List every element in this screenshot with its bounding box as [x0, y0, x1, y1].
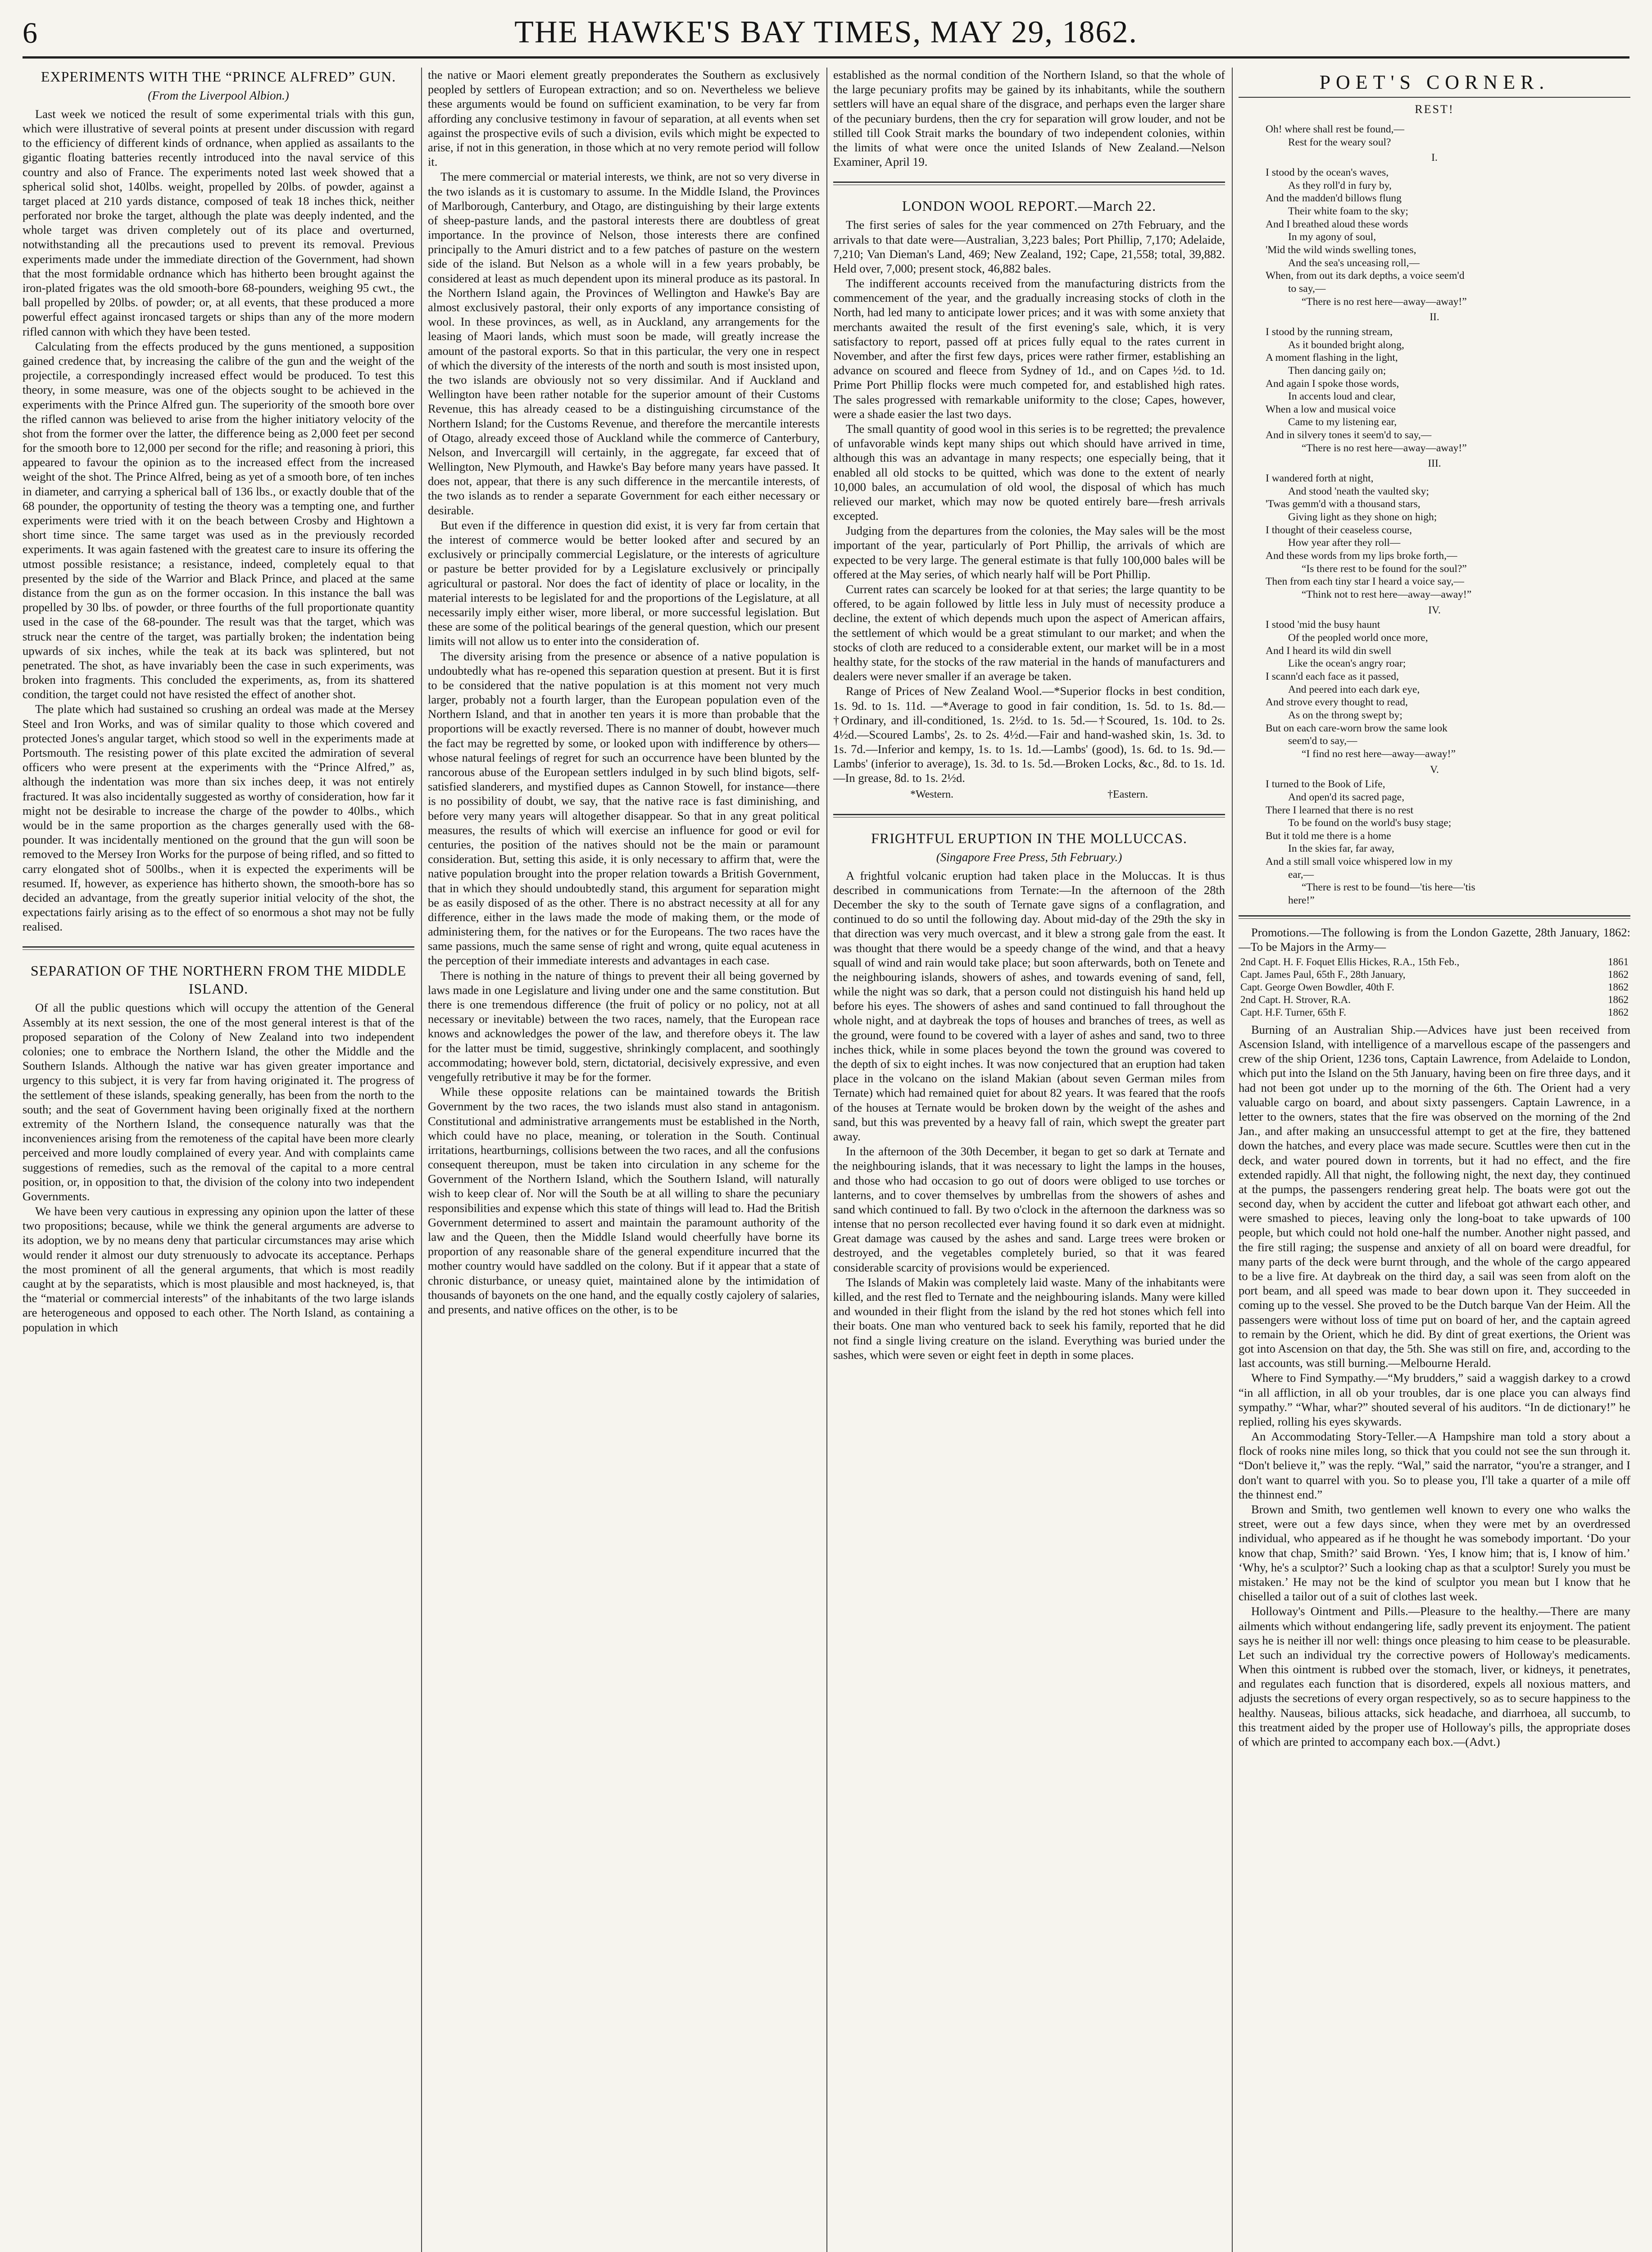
separation-paragraph: Of all the public questions which will occupy the attention of the General Assembly at its next session, the one of the most general interest is that of the proposed separation of the Colony of New Zealand into two independent colonies; one to embrace the Northern Island, the other the Middle and the Southern Islands. Although the native war has given greater importance and urgency to this subject, it is very far from having originated it. The progress of the settlement of these islands, speaking generally, has been from the north to the south; and the seat of Government having been originally fixed at the northern extremity of the Northern Island, the consequence naturally was that the inconveniences arising from the remoteness of the capital have been more clearly perceived and more loudly complained of every year. And with complaints came suggestions of remedies, such as the removal of the capital to a more central position, or, in opposition to that, the division of the colony into two independent Governments.: [23, 1001, 414, 1203]
poets-corner-heading: POET'S CORNER.: [1319, 71, 1550, 93]
poem-line: I scann'd each face as it passed,: [1266, 670, 1399, 682]
promotion-name: Capt. George Owen Bowdler, 40th F.: [1240, 981, 1394, 993]
separation-paragraph: There is nothing in the nature of things to prevent their all being governed by laws made in one Legislature and living under one and the same constitution. But there is one tremendous difference (the fruit of policy or no policy, not at all necessary or inevitable) between the two races, namely, that the European race knows and acknowledges the power of the law, and therefore obeys it. The law for the latter must be timid, suggestive, shrinkingly complacent, and soothingly accommodating; however bold, stern, dictatorial, decisively expressive, and even vengefully retributive it may be for the former.: [428, 968, 820, 1084]
poem-line: And in silvery tones it seem'd to say,—: [1266, 429, 1432, 441]
promotion-name: Capt. H.F. Turner, 65th F.: [1240, 1006, 1347, 1018]
poem-line: I stood by the ocean's waves,: [1266, 167, 1389, 178]
poem-line: And I heard its wild din swell: [1266, 645, 1392, 657]
poem-line: Came to my listening ear,: [1288, 416, 1397, 428]
eruption-article-source: (Singapore Free Press, 5th February.): [936, 850, 1122, 864]
separation-paragraph: established as the normal condition of the Northern Island, so that the whole of the large pecuniary profits may be gained by its inhabitants, while the southern settlers will have an equal share of the disgrace, and perhaps even the larger share of the pecuniary burdens, then the cry for separation will grow louder, and not be stilled till Cook Strait marks the boundary of two independent colonies, within the limits of what were once the united Islands of New Zealand.—Nelson Examiner, April 19.: [833, 68, 1225, 169]
poets-corner-rule: [1239, 97, 1630, 98]
stanza-numeral: III.: [1428, 458, 1441, 470]
poem-line: And a still small voice whispered low in my: [1266, 856, 1453, 868]
footnote-western: *Western.: [910, 788, 954, 800]
poem-line: And the madden'd billows flung: [1266, 192, 1402, 204]
news-paragraph: Holloway's Ointment and Pills.—Pleasure to the healthy.—There are many ailments which without endangering life, sadly prevent its enjoyment. The patient says he is neither ill nor well: things once pleasing to him cease to be pleasurable. Let such an individual try the corrective powers of Holloway's medicaments. When this ointment is rubbed over the stomach, liver, or kidneys, it penetrates, and regulates each function that is disordered, expels all noxious matters, and adjusts the secretions of every organ respectively, so as to secure happiness to the healthy. Nauseas, bilious attacks, sick headache, and diarrhoea, all succumb, to this treatment aided by the proper use of Holloway's pills, the appropriate doses of which are printed to accompany each box.—(Advt.): [1239, 1604, 1630, 1748]
poem-line: “There is no rest here—away—away!”: [1302, 442, 1467, 454]
promotion-row: [1239, 1006, 1630, 1019]
separation-paragraph: But even if the difference in question did exist, it is very far from certain that the interest of commerce would be better looked after and secured by an exclusively or principally commercial Legislature, or the interests of agriculture or pasture be better provided for by a Legislature exclusively or principally agricultural or pastoral. Nor does the fact of identity of place or locality, in the material interests to be legislated for and the proportions of the Legislature, at all necessarily imply either wiser, more liberal, or more successful legislation. But these are some of the political bearings of the general question, which our present limits will not allow us to enter into the consideration of.: [428, 518, 820, 648]
promotion-name: 2nd Capt. H. F. Foquet Ellis Hickes, R.A., 15th Feb.,: [1240, 956, 1460, 968]
poem-line: “There is rest to be found—'tis here—'tis: [1302, 881, 1475, 894]
poem-line: And I breathed aloud these words: [1266, 218, 1408, 230]
poem-line: And the sea's unceasing roll,—: [1288, 257, 1420, 269]
poem-title: REST!: [1415, 103, 1454, 116]
article-divider: [23, 946, 414, 950]
wool-footnotes: [833, 788, 1225, 801]
poem-line: “Think not to rest here—away—away!”: [1302, 589, 1472, 600]
stanza-numeral: II.: [1430, 311, 1439, 323]
gun-paragraph: The plate which had sustained so crushing an ordeal was made at the Mersey Steel and Iron Works, and was of similar quality to those which covered and protected Jones's angular target, which stood so well in the experiments made at Portsmouth. The resisting power of this plate excited the admiration of several officers who were present at the experiments with the “Prince Alfred,” as, although the indentation was more than six inches deep, it was not entirely fractured. It was also incidentally suggested as worthy of consideration, how far it might not be desirable to increase the charge of the powder to 40lbs., which would be in the same proportion as the charges generally used with the 68-pounder. It was incidentally mentioned on the ground that the gun will soon be removed to the Mersey Iron Works for the purpose of being rifled, and so fitted to carry elongated shot of 500lbs., when it is expected the experiments will be resumed. If, however, as experience has hitherto shown, the smooth-bore has so decided an advantage, from the greatly superior initial velocity of the shot, the expectations fairly arising as to the effect of so enormous a shot may not be fully realised.: [23, 702, 414, 934]
poem-line: And again I spoke those words,: [1266, 377, 1399, 390]
promotions-table: [1239, 956, 1630, 1019]
poem-line: In the skies far, far away,: [1288, 843, 1394, 855]
poem-line: In accents loud and clear,: [1288, 390, 1396, 403]
news-paragraph: Burning of an Australian Ship.—Advices have just been received from Ascension Island, with intelligence of a marvellous escape of the passengers and crew of the ship Orient, 1236 tons, Captain Lawrence, from Adelaide to London, which put into the Island on the 5th January, having been on fire three days, and it had not been got under up to the morning of the 6th. The Orient had a very valuable cargo on board, and about sixty passengers. Captain Lawrence, in a letter to the owners, states that the fire was observed on the morning of the 2nd Jan., and after making an unsuccessful attempt to get at the fire, they battened down the hatches, and every place was made secure. Scuttles were then cut in the deck, and water poured down in torrents, but it had no effect, and the fire extended rapidly. All that night, the following night, the next day, they continued at the pumps, the passengers rendering great help. The boats were got out the second day, when by accident the cutter and lifeboat got athwart each other, and were smashed to pieces, leaving only the long-boat to take upwards of 100 people, but which could not hold one-half the number. Another night passed, and the fire still raging; the suspense and anxiety of all on board were dreadful, for many parts of the deck were burnt through, and the whole of the cargo appeared to be a live fire. At daybreak on the third day, a sail was seen from aloft on the port beam, and all speed was made to bear down upon it. They succeeded in coming up to the vessel. She proved to be the Dutch barque Van der Heim. All the passengers were without loss of time put on board of her, and the captain agreed to remain by the Orient, which he did. By dint of great exertions, the Orient was got into Ascension on that day, the 5th. She was still on fire, and, according to the last accounts, was still burning.—Melbourne Herald.: [1239, 1022, 1630, 1370]
column-2: [428, 68, 820, 2252]
poem-line: To be found on the world's busy stage;: [1288, 817, 1452, 829]
separation-paragraph: We have been very cautious in expressing any opinion upon the latter of these two propositions; because, while we think the general arguments are adverse to its adoption, we by no means deny that particular circumstances may arise which would render it almost our duty strenuously to advocate its acceptance. Perhaps the most prominent of all the general arguments, that which is most readily caught at by the separatists, which is most plausible and most hackneyed, is, that the “material or commercial interests” of the inhabitants of the two large islands are heterogeneous and opposed to each other. The North Island, as containing a population in which: [23, 1204, 414, 1334]
separation-paragraph: While these opposite relations can be maintained towards the British Government by the two races, the two islands must also stand in antagonism. Constitutional and administrative arrangements must be established in the North, which could have no place, meaning, or toleration in the South. Continual irritations, heartburnings, collisions between the two races, and all the confusions consequent thereupon, must be taken into circulation in any scheme for the Government of the Northern Island, which the Southern Island, will naturally wish to keep clear of. Nor will the South be at all willing to share the pecuniary responsibilities and expense which this state of things will lead to. Had the British Government determined to assert and maintain the paramount authority of the law and the Queen, then the Middle Island would cheerfully have borne its proportion of any reasonable share of the general expenditure incurred that the mother country would have saddled on the colony. But if it appear that a state of chronic disturbance, or uneasy quiet, maintained alone by the intimidation of thousands of bayonets on the one hand, and the equally costly cajolery of salaries, and presents, and native offices on the other, is to be: [428, 1085, 820, 1316]
masthead: [23, 9, 1629, 59]
separation-paragraph: The mere commercial or material interests, we think, are not so very diverse in the two islands as it is customary to assume. In the Middle Island, the Provinces of Marlborough, Canterbury, and Otago, are distinguishing by their large extents of sheep-pasture lands, and the pastoral interests there are doubtless of great importance. In the province of Nelson, those interests there are confined principally to the Amuri district and to a few patches of pasture on the western side of the island. But Nelson as a whole will in a few years probably, be considered at least as much dependent upon its mineral produce as its pastoral. In the Northern Island again, the Provinces of Wellington and Hawke's Bay are almost exclusively pastoral, their only exports of any importance consisting of wool. In these provinces, as well, as in Auckland, any arrangements for the leasing of Maori lands, which must soon be made, will greatly increase the amount of the pastoral exports. So that in this particular, the very one in respect of which the diversity of the interests of the north and south is most insisted upon, the two islands are obviously not so very dissimilar. And if Auckland and Wellington have been rather notable for the superior amount of their Customs Revenue, this has already ceased to be a distinguishing circumstance of the Northern Island; for the Customs Revenue, and therefore the mercantile interests of Otago, already exceed those of Auckland while the commerce of Canterbury, Nelson, and Invercargill will certainly, in the aggregate, far exceed that of Wellington, New Plymouth, and Hawke's Bay before many years have passed. It does not, appear, that there is any such difference in the mercantile interests, of the two islands as to render a separate Government for each either necessary or desirable.: [428, 170, 820, 517]
eruption-paragraph: In the afternoon of the 30th December, it began to get so dark at Ternate and the neighbouring islands, that it was necessary to light the lamps in the houses, and those who had occasion to go out of doors were obliged to use torches or lanterns, and to cover themselves by umbrellas from the showers of ashes and sand which continued to fall. By two o'clock in the afternoon the darkness was so intense that no person recollected ever having found it so dark even at midnight. Great damage was caused by the ashes and sand. Large trees were broken or destroyed, and the vegetables completely buried, so that it was feared considerable scarcity of provisions would be experienced.: [833, 1144, 1225, 1274]
poem-line: And strove every thought to read,: [1266, 696, 1408, 708]
poem-line: I turned to the Book of Life,: [1266, 778, 1385, 790]
stanza-numeral: V.: [1430, 763, 1439, 776]
poem-line: I stood 'mid the busy haunt: [1266, 619, 1380, 631]
promotion-year: 1861: [1608, 956, 1629, 968]
poem-line: But it told me there is a home: [1266, 830, 1391, 842]
separation-article-headline: SEPARATION OF THE NORTHERN FROM THE MIDDLE ISLAND.: [30, 963, 407, 997]
column-1: [23, 68, 414, 2252]
eruption-paragraph: A frightful volcanic eruption had taken place in the Moluccas. It is thus described in communications from Ternate:—In the afternoon of the 28th December the sky to the south of Ternate gave signs of a conflagration, and continued to do so until the following day. About mid-day of the 29th the sky in that direction was very much overcast, and it blew a strong gale from the east. It was thought that there would be a speedy change of the wind, and that a heavy squall of wind and rain would take place; but soon afterwards, both on Tenete and the neighbouring islands, showers of ashes, and towards evening of sand, fell, while the night was so dark, that a person could not distinguish his hand held up before his eyes. The showers of ashes and sand continued to fall throughout the whole night, and at daybreak the tops of houses and branches of trees, as well as the ground, were found to be covered with a layer of ashes and sand, two to three inches thick, while in some places beyond the town the ground was covered to the depth of six to eight inches. It was now conjectured that an eruption had taken place in the volcano on the island Makian (about seven German miles from Ternate) which had remained quiet for about 82 years. It was feared that the roofs of the houses at Ternate would be broken down by the weight of the ashes and sand, but this was prevented by a heavy fall of rain, which swept the greater part away.: [833, 868, 1225, 1143]
poem-line: I stood by the running stream,: [1266, 326, 1393, 338]
poem-line: As on the throng swept by;: [1288, 709, 1402, 721]
poem-line: As they roll'd in fury by,: [1288, 179, 1392, 191]
article-divider: [1239, 915, 1630, 919]
poem-line: And these words from my lips broke forth,—: [1266, 550, 1457, 562]
wool-paragraph: Judging from the departures from the colonies, the May sales will be the most important of the year, particularly of Port Phillip, the arrivals of which are expected to be very large. The general estimate is that fully 100,000 bales will be offered at the May series, of which nearly half will be Port Phillip.: [833, 524, 1225, 581]
poem-line: I thought of their ceaseless course,: [1266, 524, 1412, 536]
poem-intro-line: Rest for the weary soul?: [1288, 136, 1391, 148]
news-paragraph: An Accommodating Story-Teller.—A Hampshire man told a story about a flock of rooks nine miles long, so thick that you could not see the sun through it. “Don't believe it,” was the reply. “Wal,” said the narrator, “you're a stranger, and I don't want to quarrel with you. So to please you, I'll take a quarter of a mile off the thinnest end.”: [1239, 1430, 1630, 1501]
gun-paragraph: Last week we noticed the result of some experimental trials with this gun, which were illustrative of several points at present under discussion with regard to the efficiency of different kinds of ordnance, when applied as assailants to the gigantic floating batteries recently introduced into the naval service of this country and also of France. The experiments noted last week showed that a spherical solid shot, 140lbs. weight, propelled by 20lbs. of powder, against a target placed at 210 yards distance, composed of teak 18 inches thick, neither perforated nor broke the target, although the plate was deeply indented, and the whole target was driven completely out of its place and overturned, notwithstanding all the precautions used to prevent its removal. Previous experiments made under the immediate direction of the Government, had shown that the most formidable ordnance which has hitherto been brought against the iron-plated frigates was the old smooth-bore 68-pounders, weighing 95 cwt., the ball propelled by 20lbs. of powder; or, at all events, that these produced a more powerful effect against ironcased targets or ships than any of the more modern rifled cannon with which they have been tested.: [23, 107, 414, 338]
footnote-eastern: †Eastern.: [1107, 788, 1148, 800]
promotion-row: [1239, 994, 1630, 1006]
wool-paragraph: Current rates can scarcely be looked for at that series; the large quantity to be offered, to be again followed by little less in July must of necessity produce a decline, the extent of which depends much upon the aspect of American affairs, the settlement of which would be a great stimulant to our market; and when the stocks of cloth are reduced to a considerable extent, our market will be in a most healthy state, for the stocks of the raw material in the hands of manufacturers and dealers were never smaller if an average be taken.: [833, 582, 1225, 683]
newspaper-title: THE HAWKE'S BAY TIMES, MAY 29, 1862.: [514, 15, 1138, 50]
wool-article-headline: LONDON WOOL REPORT.—March 22.: [902, 198, 1157, 214]
wool-paragraph: The indifferent accounts received from the manufacturing districts from the commencement of the year, and the gradually increasing stocks of cloth in the North, had led many to anticipate lower prices; and it was with some anxiety that merchants awaited the result of the first evening's sale, which, it is very satisfactory to report, passed off at prices fully equal to the rates current in November, and after the first few days, prices were rather firmer, establishing an advance on scoured and fleece from Sydney of 1d., and on Capes ½d. to 1d. Prime Port Phillip flocks were much competed for, and established high rates. The sales progressed with remarkable uniformity to the close; Capes, however, were a shade easier the last two days.: [833, 277, 1225, 421]
wool-paragraph: The small quantity of good wool in this series is to be regretted; the prevalence of unfavorable winds kept many ships out which should have arrived in time, although this was an advantage in many respects; one especially being, that it enabled all old stocks to be quitted, which was done to the extent of nearly 10,000 bales, an accumulation of old wool, the disposal of which has much relieved our market, which may now be quoted entirely bare—fresh arrivals excepted.: [833, 422, 1225, 523]
poem-line: There I learned that there is no rest: [1266, 804, 1414, 816]
separation-paragraph: the native or Maori element greatly preponderates the Southern as exclusively peopled by settlers of European extraction; and so on. Nevertheless we believe these arguments would be found on sufficient examination, to be very far from affording any conclusive testimony in favour of separation, at all events when set against the prospective evils of such a division, evils which might be expected to arise, if not in this generation, in those which at no very remote period will follow it.: [428, 68, 820, 169]
poem-line: “There is no rest here—away—away!”: [1302, 295, 1467, 308]
poem-line: Their white foam to the sky;: [1288, 205, 1408, 217]
wool-paragraph: The first series of sales for the year commenced on 27th February, and the arrivals to that date were—Australian, 3,223 bales; Port Phillip, 7,170; Adelaide, 7,210; Van Dieman's Land, 469; New Zealand, 192; Cape, 21,558; total, 39,882. Held over, 7,000; present stock, 46,882 bales.: [833, 218, 1225, 275]
poem-line: How year after they roll—: [1288, 537, 1401, 549]
stanza-numeral: I.: [1431, 152, 1438, 164]
promotion-year: 1862: [1608, 1006, 1629, 1018]
poem-line: And open'd its sacred page,: [1288, 791, 1405, 803]
poem-line: “Is there rest to be found for the soul?”: [1302, 563, 1467, 575]
poem-line: 'Twas gemm'd with a thousand stars,: [1266, 498, 1421, 510]
poem-line: And peered into each dark eye,: [1288, 683, 1420, 695]
poem-line: ear,—: [1288, 868, 1314, 881]
poem: [1239, 123, 1630, 907]
poem-line: Like the ocean's angry roar;: [1288, 658, 1406, 670]
column-rule: [826, 68, 827, 2252]
gun-paragraph: Calculating from the effects produced by the guns mentioned, a supposition gained credence that, by increasing the calibre of the gun and the weight of the projectile, a correspondingly increased effect would be produced. To test this theory, in some measure, was one of the objects sought to be achieved in the experiments with the Prince Alfred gun. The superiority of the smooth bore over the rifled cannon was believed to arise from the higher initiatory velocity of the shot from the former over the latter, the difference being as 2,000 feet per second for the smooth bore to 12,000 per second for the rifle; and reasoning à priori, this appeared to favour the opinion as to the increased effect from the increased weight of the shot. The Prince Alfred, being as yet of a smooth bore, of ten inches in diameter, and carrying a spherical ball of 136 lbs., or exactly double that of the 68 pounder, the opportunity of testing the theory was a tempting one, and further experiments were tried with it on the beach between Crosby and Hightown a short time since. The same target was used as in the previously recorded experiments. It was again fastened with the greatest care to insure its offering the utmost possible resistance; a resistance, indeed, completely equal to that presented by the side of the Warrior and Black Prince, and placed at the same distance from the gun as on the former occasion. In this instance the ball was propelled by 30 lbs. of powder, or three fourths of the full proportionate quantity used in the case of the 68-pounder. The result was that the target, which was struck near the centre of the target, was partially broken; the indentation being upwards of six inches, while the teak at its back was splintered, but not penetrated. The shot, as have invariably been the case in such experiments, was broken into fragments. This concluded the experiments, as, from its shattered condition, the target could not have resisted the effect of another shot.: [23, 339, 414, 701]
poem-line: Then dancing gaily on;: [1288, 364, 1386, 377]
stanza-numeral: IV.: [1428, 604, 1441, 616]
page-number: 6: [23, 17, 38, 50]
poem-line: In my agony of soul,: [1288, 231, 1376, 243]
column-4: [1239, 68, 1630, 2252]
poem-line: As it bounded bright along,: [1288, 339, 1404, 351]
promotion-row: [1239, 968, 1630, 981]
eruption-article-headline: FRIGHTFUL ERUPTION IN THE MOLLUCCAS.: [871, 830, 1187, 846]
poem-line: “I find no rest here—away—away!”: [1302, 748, 1456, 760]
promotion-year: 1862: [1608, 969, 1629, 981]
poem-line: to say,—: [1288, 282, 1326, 295]
poem-line: here!”: [1288, 894, 1315, 907]
poem-line: A moment flashing in the light,: [1266, 352, 1398, 364]
poem-line: But on each care-worn brow the same look: [1266, 722, 1448, 734]
separation-paragraph: The diversity arising from the presence or absence of a native population is undoubtedly what has re-opened this separation question at present. But it is first to be considered that the native population is at this moment not very much larger, probably not a fourth larger, than the European population even of the Northern Island, and that in another ten years it is more than probable that the proportions will be exactly reversed. There is no manner of doubt, however much the fact may be regretted by some, or looked upon with indifference by others—whose natural feelings of regret for such an occurrence have been blunted by the rancorous abuse of the European settlers indulged in by such blind bigots, self-satisfied slanderers, and mystified dupes as Cannon Stowell, for instance—there is no possibility of doubt, we say, that the native race is fast diminishing, and before very many years will altogether disappear. So that in any great political measures, the results of which will exercise an influence for good or evil for centuries, the position of the natives should not be the main or paramount consideration. But, setting this aside, it is only necessary to affirm that, were the native population brought into the proper relation towards a British Government, that in which they should undoubtedly stand, this argument for separation might be as easily disposed of as the other. There is no abstract necessity at all for any difference, either in the laws made the mode of making them, or the mode of administering them, for the natives or for the Europeans. The two races have the same passions, much the same sense of right and wrong, quite equal acuteness in the perception of their immediate interests and advantages in each case.: [428, 649, 820, 967]
poem-line: When, from out its dark depths, a voice seem'd: [1266, 270, 1465, 282]
gun-article-source: (From the Liverpool Albion.): [148, 89, 289, 102]
gun-article-headline: EXPERIMENTS WITH THE “PRINCE ALFRED” GUN.: [41, 68, 396, 85]
poem-intro-line: Oh! where shall rest be found,—: [1266, 123, 1405, 136]
promotions-lead: Promotions.—The following is from the London Gazette, 28th January, 1862:—To be Majors in the Army—: [1239, 925, 1630, 953]
promotion-year: 1862: [1608, 981, 1629, 993]
poem-line: 'Mid the wild winds swelling tones,: [1266, 244, 1416, 256]
wool-paragraph: Range of Prices of New Zealand Wool.—*Superior flocks in best condition, 1s. 9d. to 1s. 11d. —*Average to good in fair condition, 1s. 5d. to 1s. 8d.—†Ordinary, and ill-conditioned, 1s. 2½d. to 1s. 5d.—†Scoured, 1s. 10d. to 2s. 4½d.—Scoured Lambs', 2s. to 2s. 4½d.—Fair and hand-washed skin, 1s. 3d. to 1s. 7d.—Inferior and kempy, 1s. to 1s. 1d.—Lambs' (good), 1s. 6d. to 1s. 9d.—Lambs' (inferior to average), 1s. 3d. to 1s. 5d.—Broken Locks, &c., 8d. to 1s. 1d.—In grease, 8d. to 1s. 2½d.: [833, 684, 1225, 785]
article-divider: [833, 182, 1225, 185]
column-rule: [1232, 68, 1233, 2252]
poem-line: Of the peopled world once more,: [1288, 631, 1428, 644]
poem-line: And stood 'neath the vaulted sky;: [1288, 485, 1429, 497]
column-rule: [421, 68, 422, 2252]
promotion-row: [1239, 956, 1630, 968]
news-paragraph: Brown and Smith, two gentlemen well known to every one who walks the street, were out a few days since, when they were met by an overdressed individual, who appeared as if he thought he was somebody important. ‘Do your know that chap, Smith?’ said Brown. ‘Yes, I know him; that is, I know of him.’ ‘Why, he's a sculptor?’ Such a looking chap as that a sculptor! Surely you must be mistaken.’ He may not be the kind of sculptor you mean but I know that he chiselled a tailor out of a suit of clothes last week.: [1239, 1503, 1630, 1603]
poem-line: I wandered forth at night,: [1266, 472, 1374, 485]
promotion-year: 1862: [1608, 994, 1629, 1005]
promotion-row: [1239, 981, 1630, 994]
poem-line: Giving light as they shone on high;: [1288, 511, 1437, 523]
news-paragraph: Where to Find Sympathy.—“My brudders,” said a waggish darkey to a crowd “in all affliction, in all ob your troubles, dar is one place you can always find sympathy.” “Whar, whar?” shouted several of his auditors. “In de dictionary!” he replied, rolling his eyes skywards.: [1239, 1371, 1630, 1428]
promotion-name: 2nd Capt. H. Strover, R.A.: [1240, 994, 1351, 1005]
poem-line: seem'd to say,—: [1288, 735, 1357, 747]
promotion-name: Capt. James Paul, 65th F., 28th January,: [1240, 969, 1406, 981]
eruption-paragraph: The Islands of Makin was completely laid waste. Many of the inhabitants were killed, and the rest fled to Ternate and the neighbouring islands. Many were killed and wounded in their flight from the island by the red hot stones which fell into their boats. One man who ventured back to seek his family, reported that he did not find a single living creature on the island. Everything was buried under the sashes, which were seven or eight feet in depth in some places.: [833, 1275, 1225, 1362]
columns: [23, 68, 1630, 2252]
column-3: [833, 68, 1225, 2252]
poem-line: When a low and musical voice: [1266, 403, 1396, 415]
article-divider: [833, 814, 1225, 817]
poem-line: Then from each tiny star I heard a voice say,—: [1266, 576, 1464, 588]
